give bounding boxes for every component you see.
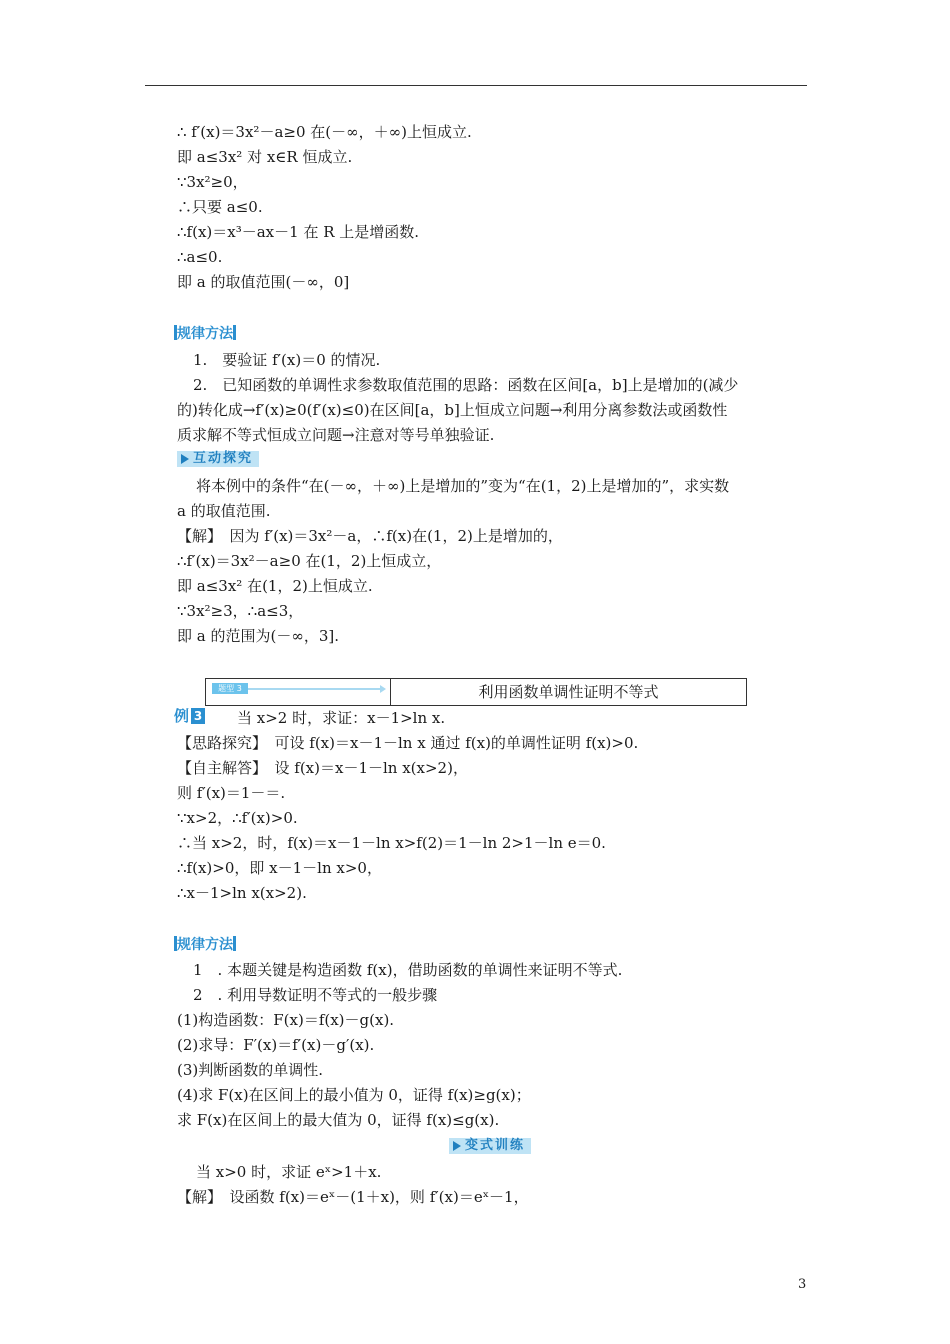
example-number: 3 (191, 708, 205, 724)
topic-title: 利用函数单调性证明不等式 (478, 683, 659, 701)
method-item: (3)判断函数的单调性. (177, 1061, 324, 1079)
explore-line: 即 a≤3x² 在(1，2)上恒成立. (177, 577, 373, 595)
explore-line: a 的取值范围. (177, 502, 271, 520)
example-statement: 当 x>2 时，求证：x－1>ln x. (222, 709, 446, 727)
arrow-icon (248, 688, 380, 690)
method-item: 2 . 利用导数证明不等式的一般步骤 (193, 986, 438, 1004)
page-number: 3 (798, 1277, 807, 1292)
method-item: 1 . 本题关键是构造函数 f(x)，借助函数的单调性来证明不等式. (193, 961, 623, 979)
example-line: 【自主解答】 设 f(x)＝x－1－ln x(x>2)， (177, 759, 468, 777)
variant-line: 当 x>0 时，求证 eˣ>1＋x. (196, 1163, 382, 1181)
method-item: (4)求 F(x)在区间上的最小值为 0，证得 f(x)≥g(x)； (177, 1086, 531, 1104)
method-heading: 规律方法 (174, 325, 236, 343)
variant-badge: 变式训练 (449, 1138, 531, 1154)
method-item: 1. 要验证 f′(x)＝0 的情况. (193, 351, 381, 369)
example-label: 例 3 (174, 706, 205, 726)
proof-line: 即 a≤3x² 对 x∈R 恒成立. (177, 148, 353, 166)
method-heading: 规律方法 (174, 936, 236, 954)
variant-line: 【解】 设函数 f(x)＝eˣ－(1＋x)，则 f′(x)＝eˣ－1， (177, 1188, 529, 1206)
proof-line: 即 a 的取值范围(－∞，0] (177, 273, 350, 291)
heading-bar-icon (233, 936, 236, 951)
example-line: 【思路探究】 可设 f(x)＝x－1－ln x 通过 f(x)的单调性证明 f(x)>0. (177, 734, 639, 752)
explore-badge: 互动探究 (177, 451, 259, 467)
heading-bar-icon (233, 325, 236, 340)
proof-line: ∵3x²≥0， (177, 173, 248, 191)
proof-line: ∴ f′(x)＝3x²－a≥0 在(－∞，＋∞)上恒成立. (177, 123, 472, 141)
method-item: 的)转化成→f′(x)≥0(f′(x)≤0)在区间[a，b]上恒成立问题→利用分离参数法或函数性 (177, 401, 728, 419)
proof-line: ∴a≤0. (177, 248, 223, 266)
example-line: ∵x>2，∴f′(x)>0. (177, 809, 298, 827)
example-line: ∴x－1>ln x(x>2). (177, 884, 307, 902)
explore-line: 将本例中的条件“在(－∞，＋∞)上是增加的”变为“在(1，2)上是增加的”，求实数 (196, 477, 730, 495)
explore-line: ∵3x²≥3，∴a≤3， (177, 602, 304, 620)
example-line: ∴f(x)>0，即 x－1－ln x>0， (177, 859, 382, 877)
method-item: 2. 已知函数的单调性求参数取值范围的思路：函数在区间[a，b]上是增加的(减少 (193, 376, 739, 394)
example-line: ∴当 x>2，时，f(x)＝x－1－ln x>f(2)＝1－ln 2>1－ln e＝0. (177, 834, 606, 852)
method-item: 质求解不等式恒成立问题→注意对等号单独验证. (177, 426, 495, 444)
topic-box (205, 678, 747, 706)
topic-tag-cell (206, 679, 391, 705)
proof-line: ∴只要 a≤0. (177, 198, 263, 216)
method-item: (2)求导：F′(x)＝f′(x)－g′(x). (177, 1036, 375, 1054)
explore-line: 即 a 的范围为(－∞，3]. (177, 627, 339, 645)
explore-line: ∴f′(x)＝3x²－a≥0 在(1，2)上恒成立， (177, 552, 442, 570)
example-line: 则 f′(x)＝1－＝. (177, 784, 286, 802)
topic-tag: 题型 3 (212, 683, 248, 694)
explore-line: 【解】 因为 f′(x)＝3x²－a，∴f(x)在(1，2)上是增加的， (177, 527, 563, 545)
top-rule (145, 85, 807, 86)
method-item: (1)构造函数：F(x)＝f(x)－g(x). (177, 1011, 395, 1029)
proof-line: ∴f(x)＝x³－ax－1 在 R 上是增函数. (177, 223, 420, 241)
method-item: 求 F(x)在区间上的最大值为 0，证得 f(x)≤g(x). (177, 1111, 500, 1129)
